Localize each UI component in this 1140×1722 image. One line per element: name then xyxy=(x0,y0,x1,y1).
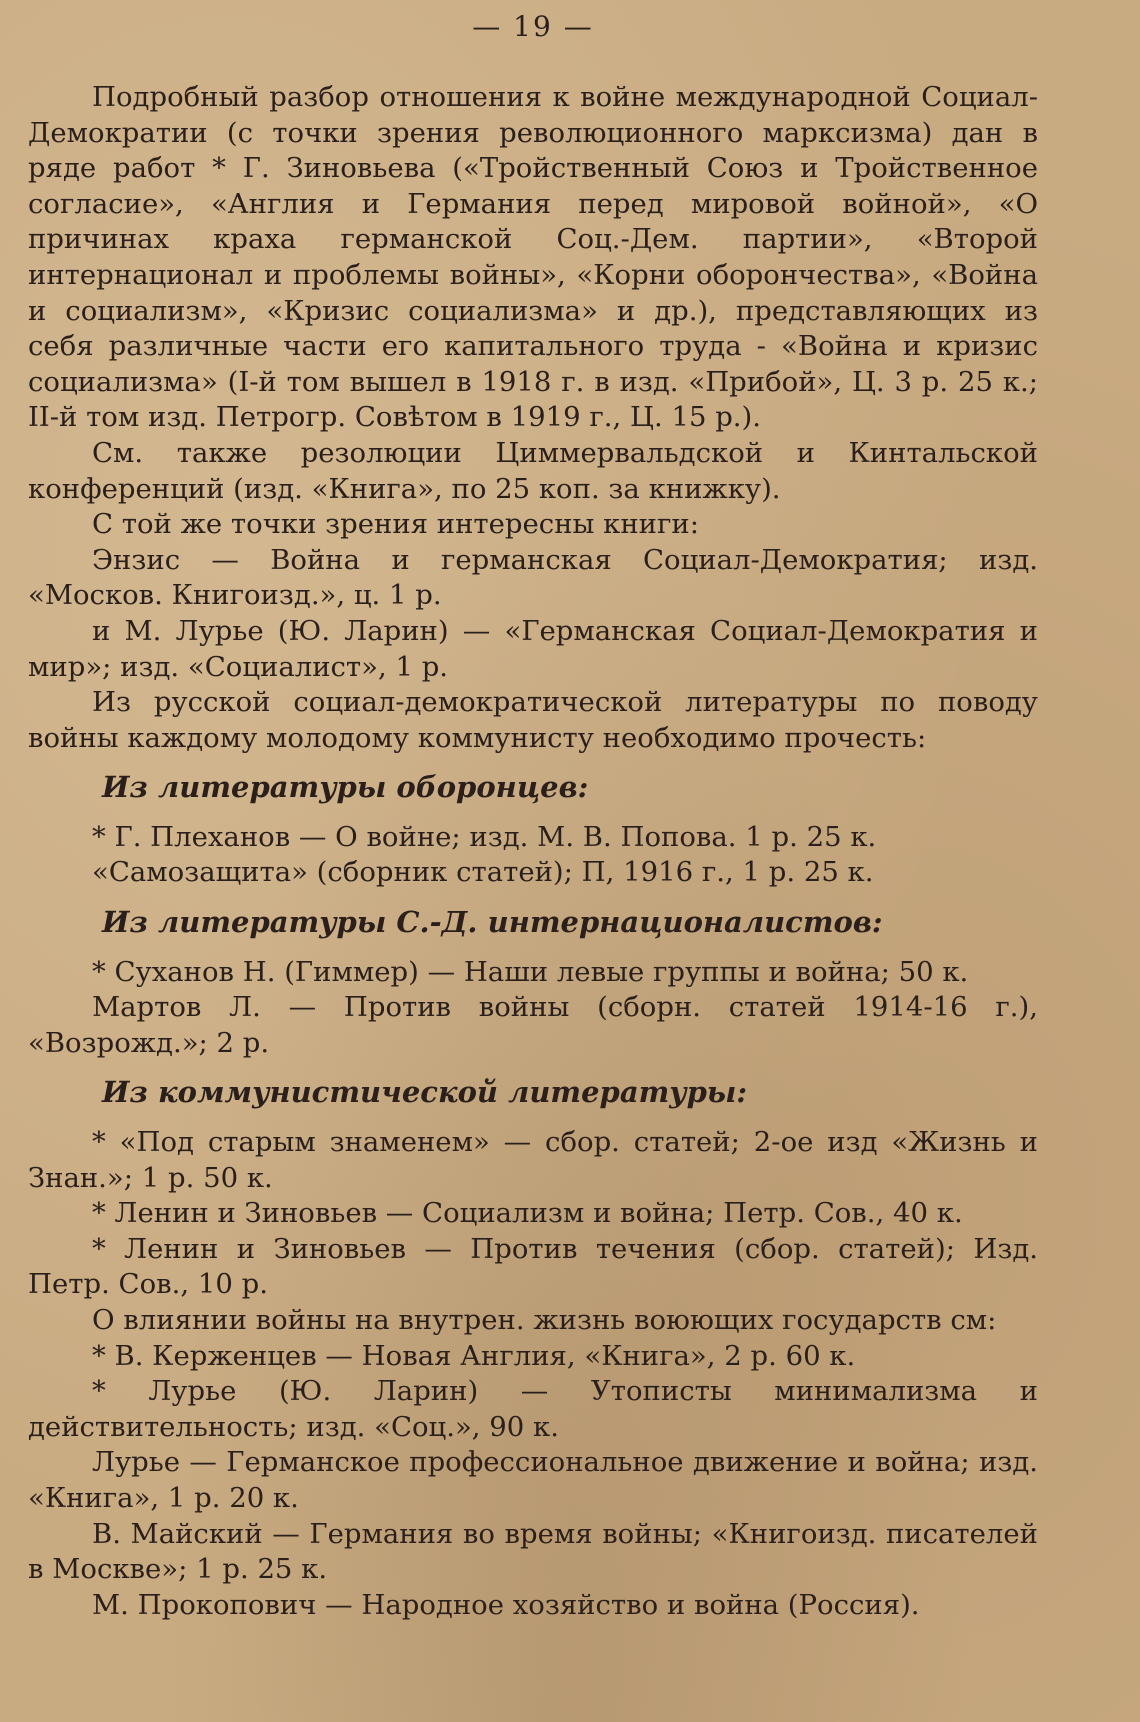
document-page xyxy=(28,0,1038,1722)
paragraph: С той же точки зрения интересны книги: xyxy=(92,508,700,541)
paragraph: Энзис — Война и германская Социал-Демократия; изд. «Москов. Книгоизд.», ц. 1 р. xyxy=(28,543,1038,612)
section-heading-communist: Из коммунистической литературы: xyxy=(102,1075,748,1110)
bibliography-entry: Лурье — Германское профессиональное движение и война; изд. «Книга», 1 р. 20 к. xyxy=(28,1446,1038,1514)
page-number: — 19 — xyxy=(472,10,594,43)
bibliography-entry: В. Майский — Германия во время войны; «Книгоизд. писателей в Москве»; 1 р. 25 к. xyxy=(28,1517,1038,1586)
bibliography-entry: * Лурье (Ю. Ларин) — Утописты минимализма и действительность; изд. «Соц.», 90 к. xyxy=(28,1375,1038,1443)
document-body xyxy=(28,80,1038,1623)
bibliography-entry: М. Прокопович — Народное хозяйство и война (Россия). xyxy=(92,1588,920,1621)
paragraph: Из русской социал-демократической литературы по поводу войны каждому молодому коммунисту необходимо прочесть: xyxy=(28,686,1038,754)
paragraph: Подробный разбор отношения к войне международной Социал-Демократии (с точки зрения революционного марксизма) дан в ряде работ * Г. Зиновьева («Тройственный Союз и Тройственное согласие», «Англия и Германия перед мировой войной», «О причинах краха германской Соц.-Дем. партии», «Второй интернационал и проблемы войны», «Корни оборончества», «Война и социализм», «Кризис социализма» и др.), представляющих из себя различные части его капитального труда - «Война и кризис социализма» (I-й том вышел в 1918 г. в изд. «Прибой», Ц. 3 р. 25 к.; II-й том изд. Петрогр. Совѣтом в 1919 г., Ц. 15 р.). xyxy=(28,81,1038,434)
paragraph: О влиянии войны на внутрен. жизнь воюющих государств см: xyxy=(92,1304,997,1336)
bibliography-entry: * Ленин и Зиновьев — Социализм и война; Петр. Сов., 40 к. xyxy=(92,1197,963,1230)
section-heading-defencists: Из литературы оборонцев: xyxy=(102,770,589,805)
bibliography-entry: * «Под старым знаменем» — сбор. статей; 2-ое изд «Жизнь и Знан.»; 1 р. 50 к. xyxy=(28,1126,1038,1194)
bibliography-entry: * Г. Плеханов — О войне; изд. М. В. Попова. 1 р. 25 к. xyxy=(92,820,877,853)
bibliography-entry: «Самозащита» (сборник статей); П, 1916 г., 1 р. 25 к. xyxy=(92,856,874,889)
paragraph: и М. Лурье (Ю. Ларин) — «Германская Социал-Демократия и мир»; изд. «Социалист», 1 р. xyxy=(28,614,1038,683)
bibliography-entry: Мартов Л. — Против войны (сборн. статей 1914-16 г.), «Возрожд.»; 2 р. xyxy=(28,991,1038,1059)
bibliography-entry: * В. Керженцев — Новая Англия, «Книга», 2 р. 60 к. xyxy=(92,1339,856,1372)
paragraph: См. также резолюции Циммервальдской и Кинтальской конференций (изд. «Книга», по 25 коп. за книжку). xyxy=(28,436,1038,505)
bibliography-entry: * Суханов Н. (Гиммер) — Наши левые группы и война; 50 к. xyxy=(92,955,969,988)
section-heading-internationalists: Из литературы С.-Д. интернационалистов: xyxy=(102,905,883,940)
bibliography-entry: * Ленин и Зиновьев — Против течения (сбор. статей); Изд. Петр. Сов., 10 р. xyxy=(28,1232,1038,1301)
